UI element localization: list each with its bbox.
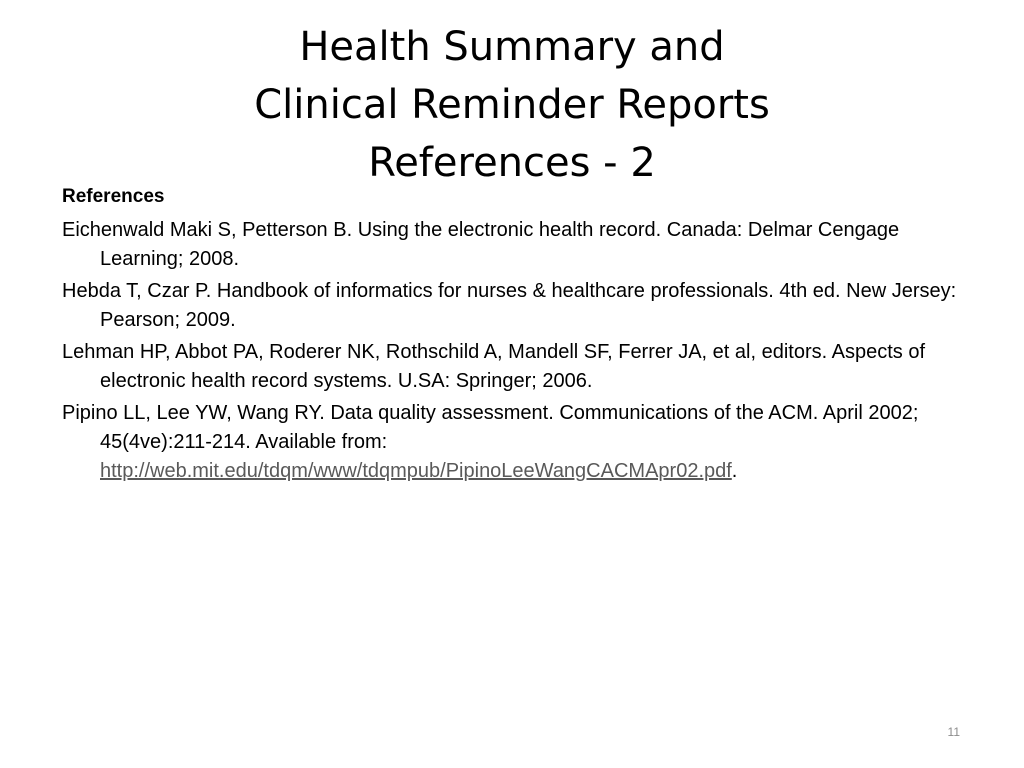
reference-text: Pipino LL, Lee YW, Wang RY. Data quality assessment. Communications of the ACM. April 2002; 45(4ve):211-214. Available from:: [62, 402, 919, 453]
reference-text: Lehman HP, Abbot PA, Roderer NK, Rothschild A, Mandell SF, Ferrer JA, et al, editors. Aspects of electronic health record systems. U.SA: Springer; 2006.: [62, 341, 926, 392]
title-line-1: Health Summary and: [299, 24, 725, 70]
reference-item-lehman: [62, 338, 972, 396]
reference-trailing-period: .: [731, 460, 738, 482]
slide-title: [60, 18, 964, 192]
reference-item-eichenwald: [62, 216, 972, 274]
reference-item-hebda: [62, 277, 972, 335]
page-number: 11: [947, 725, 960, 739]
references-heading: References: [62, 186, 165, 207]
reference-text: Hebda T, Czar P. Handbook of informatics for nurses & healthcare professionals. 4th ed. New Jersey: Pearson; 2009.: [62, 280, 957, 331]
reference-item-pipino: [62, 399, 972, 486]
reference-text: Eichenwald Maki S, Petterson B. Using the electronic health record. Canada: Delmar Cengage Learning; 2008.: [62, 219, 900, 270]
title-line-2: Clinical Reminder Reports: [254, 82, 770, 128]
reference-link[interactable]: http://web.mit.edu/tdqm/www/tdqmpub/PipinoLeeWangCACMApr02.pdf: [100, 460, 732, 482]
references-body: [62, 184, 972, 489]
title-line-3: References - 2: [368, 140, 656, 186]
